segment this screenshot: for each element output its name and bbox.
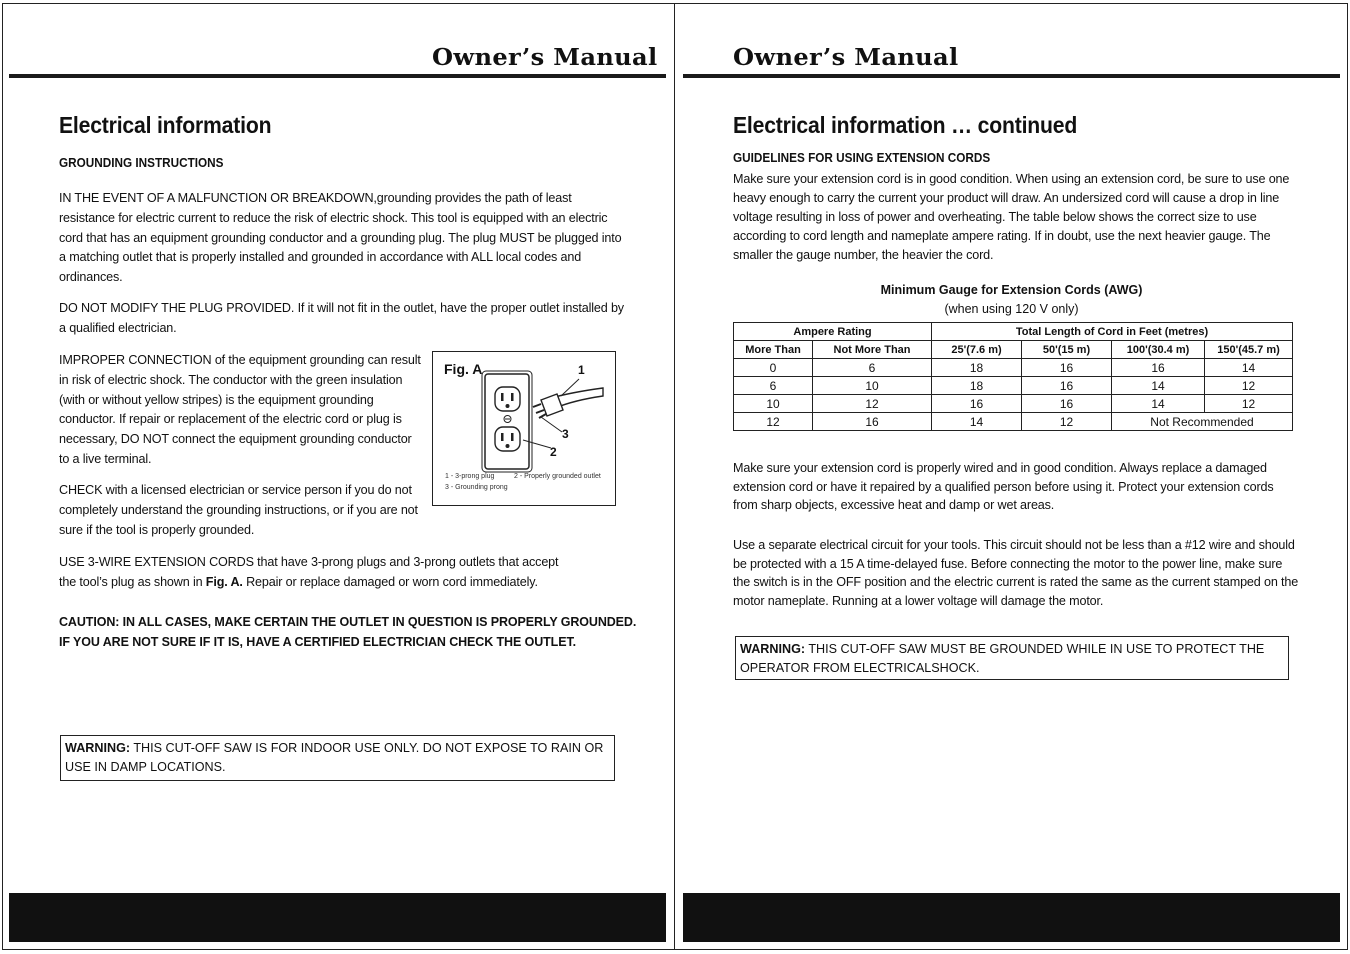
table-cell: 0 (734, 359, 813, 377)
caution-line-2: IF YOU ARE NOT SURE IF IT IS, HAVE A CERTIFIED ELECTRICIAN CHECK THE OUTLET. (59, 634, 576, 649)
table-row (734, 413, 1293, 431)
right-page-title: Electrical information … continued (733, 112, 1078, 138)
p5-end: Repair or replace damaged or worn cord immediately. (242, 574, 538, 589)
table-cell: 14 (932, 413, 1022, 431)
grounded-warning-box (735, 636, 1289, 680)
col-50ft: 50'(15 m) (1022, 341, 1112, 359)
table-cell: 12 (1022, 413, 1112, 431)
table-cell: 12 (734, 413, 813, 431)
paragraph-malfunction: IN THE EVENT OF A MALFUNCTION OR BREAKDOWN,grounding provides the path of least resistance for electric current to reduce the risk of electric shock. This tool is equipped with an electric cord that has an equipment grounding conductor and a grounding plug. The plug MUST be plugged into a matching outlet that is properly installed and grounded in accordance with ALL local codes and ordinances. (59, 191, 622, 285)
left-footer-bar (9, 893, 666, 942)
left-header-rule (9, 74, 666, 78)
header-ampere-rating: Ampere Rating (734, 323, 932, 341)
figure-caption-2: 2 - Properly grounded outlet (514, 473, 601, 480)
grounding-prong (539, 414, 546, 418)
extension-cords-subtitle: GUIDELINES FOR USING EXTENSION CORDS (733, 151, 991, 165)
warning-label: WARNING: (740, 642, 806, 656)
table-title: Minimum Gauge for Extension Cords (AWG) (880, 283, 1143, 297)
figure-a (432, 351, 616, 506)
table-cell: 10 (734, 395, 813, 413)
slot (501, 393, 504, 401)
grounding-subtitle: GROUNDING INSTRUCTIONS (59, 156, 224, 170)
slot (501, 433, 504, 441)
table-cell: 6 (813, 359, 932, 377)
caution-text (59, 613, 659, 653)
table-subtitle: (when using 120 V only) (944, 302, 1079, 316)
figure-label: Fig. A (444, 361, 483, 377)
table-cell: 16 (1022, 395, 1112, 413)
warning-text: THIS CUT-OFF SAW MUST BE GROUNDED WHILE IN USE TO PROTECT THE OPERATOR FROM ELECTRICALSHOCK. (740, 642, 1265, 675)
paragraph-modify-plug: DO NOT MODIFY THE PLUG PROVIDED. If it will not fit in the outlet, have the proper outlet installed by a qualified electrician. (59, 301, 624, 335)
outlet-plug-illustration (433, 352, 615, 505)
page-divider (674, 3, 675, 950)
table-cell: 16 (932, 395, 1022, 413)
figure-callout-2: 2 (550, 445, 557, 459)
table-cell: 18 (932, 377, 1022, 395)
figure-callout-3: 3 (562, 427, 569, 441)
left-header: Owner’s Manual (432, 44, 658, 71)
leader-line-3 (541, 417, 562, 432)
paragraph-separate-circuit: Use a separate electrical circuit for your tools. This circuit should not be less than a #12 wire and should be protected with a 15 A time-delayed fuse. Before connecting the motor to the power line, make sure the switch is in the OFF position and the electric current is rated the same as the current stamped on the motor nameplate. Running at a lower voltage will damage the motor. (733, 538, 1299, 609)
table-row (734, 395, 1293, 413)
left-page-title: Electrical information (59, 112, 272, 138)
gauge-table (733, 322, 1293, 431)
warning-label: WARNING: (65, 741, 131, 755)
table-cell: 14 (1112, 395, 1205, 413)
paragraph-wiring: Make sure your extension cord is properly wired and in good condition. Always replace a damaged extension cord or have it repaired by a qualified person before using it. Protect your extension cords from sharp objects, excessive heat and damp or wet areas. (733, 461, 1274, 513)
col-more-than: More Than (734, 341, 813, 359)
figure-caption-3: 3 - Grounding prong (445, 484, 508, 491)
plug-prong (533, 404, 541, 407)
caution-line-1: CAUTION: IN ALL CASES, MAKE CERTAIN THE OUTLET IN QUESTION IS PROPERLY GROUNDED. (59, 615, 637, 629)
table-cell: 6 (734, 377, 813, 395)
indoor-warning-box (60, 735, 615, 781)
paragraph-cord-condition: Make sure your extension cord is in good condition. When using an extension cord, be sure to use one heavy enough to carry the current your product will draw. An undersized cord will cause a drop in line voltage resulting in loss of power and overheating. The table below shows the correct size to use according to cord length and nameplate ampere rating. If in doubt, use the next heavier gauge. The smaller the gauge number, the heavier the cord. (733, 172, 1290, 262)
table-group-header-row (734, 323, 1293, 341)
paragraph-check-electrician: CHECK with a licensed electrician or service person if you do not completely understand the grounding instructions, or if you are not sure if the tool is properly grounded. (59, 483, 418, 537)
table-cell: 12 (813, 395, 932, 413)
col-150ft: 150'(45.7 m) (1205, 341, 1293, 359)
paragraph-extension-cords (59, 553, 565, 593)
ground-hole (506, 444, 510, 448)
table-column-header-row (734, 341, 1293, 359)
p5-start: USE 3-WIRE EXTENSION CORDS that have 3-prong plugs and 3-prong outlets that accept the tool’s plug as shown in (59, 555, 559, 589)
figure-callout-1: 1 (578, 363, 585, 377)
warning-text: THIS CUT-OFF SAW IS FOR INDOOR USE ONLY. DO NOT EXPOSE TO RAIN OR USE IN DAMP LOCATIONS. (65, 741, 604, 774)
table-cell: 16 (1022, 359, 1112, 377)
table-cell: 16 (1022, 377, 1112, 395)
slot (511, 393, 514, 401)
table-cell: 14 (1112, 377, 1205, 395)
right-footer-bar (683, 893, 1340, 942)
table-cell: 12 (1205, 395, 1293, 413)
table-cell: 10 (813, 377, 932, 395)
col-25ft: 25'(7.6 m) (932, 341, 1022, 359)
fig-reference: Fig. A. (205, 574, 243, 589)
table-cell: 18 (932, 359, 1022, 377)
col-100ft: 100'(30.4 m) (1112, 341, 1205, 359)
figure-caption-1: 1 - 3-prong plug (445, 473, 495, 480)
col-not-more-than: Not More Than (813, 341, 932, 359)
table-row (734, 377, 1293, 395)
table-cell: 16 (813, 413, 932, 431)
right-header: Owner’s Manual (733, 44, 959, 71)
ground-hole (506, 404, 510, 408)
table-cell: 16 (1112, 359, 1205, 377)
slot (511, 433, 514, 441)
table-cell: 14 (1205, 359, 1293, 377)
right-header-rule (683, 74, 1340, 78)
plug-prong (536, 410, 544, 413)
table-cell-not-recommended: Not Recommended (1112, 413, 1293, 431)
table-row (734, 359, 1293, 377)
paragraph-improper-connection: IMPROPER CONNECTION of the equipment grounding can result in risk of electric shock. The conductor with the green insulation (with or without yellow stripes) is the equipment grounding conductor. If repair or replacement of the electric cord or plug is necessary, DO NOT connect the equipment grounding conductor to a live terminal. (59, 353, 421, 466)
table-cell: 12 (1205, 377, 1293, 395)
header-total-length: Total Length of Cord in Feet (metres) (932, 323, 1293, 341)
